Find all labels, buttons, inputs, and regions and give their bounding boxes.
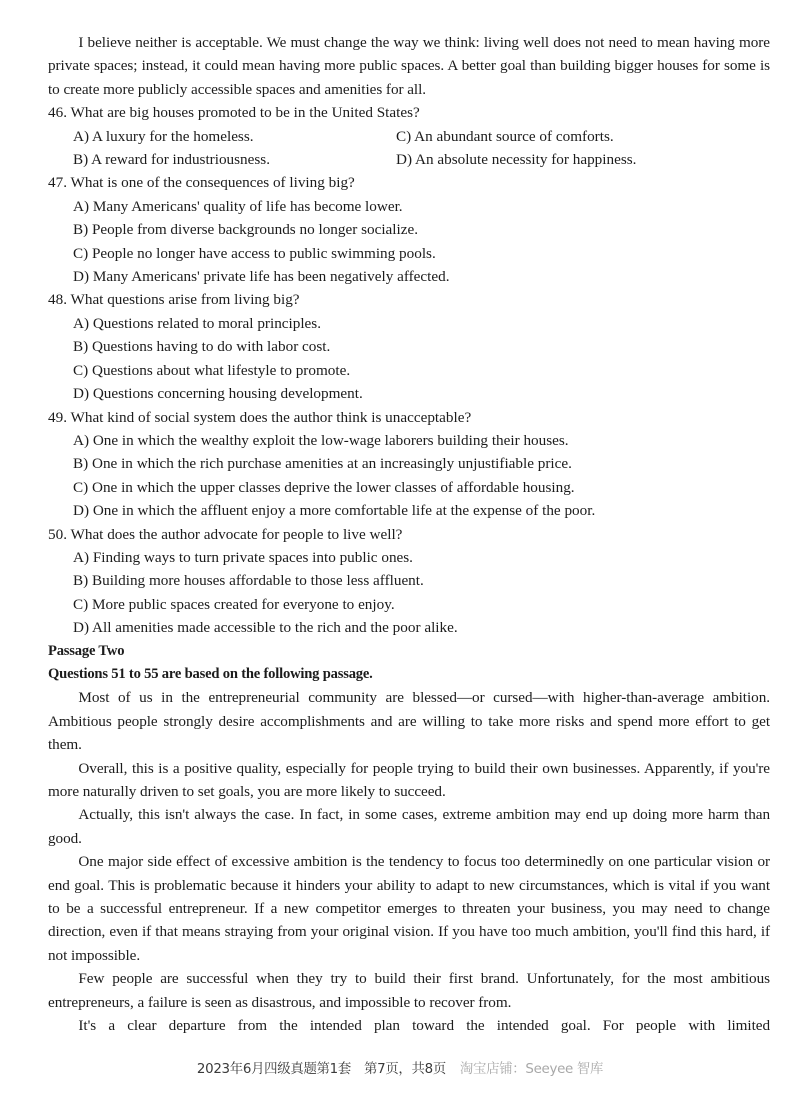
question-stem: 46. What are big houses promoted to be in the United States? bbox=[48, 104, 420, 122]
question-stem: 48. What questions arise from living big? bbox=[48, 291, 300, 309]
option-d: D) All amenities made accessible to the rich and the poor alike. bbox=[73, 619, 458, 637]
option-a: A) Finding ways to turn private spaces into public ones. bbox=[73, 548, 413, 566]
question-46 bbox=[48, 101, 770, 171]
question-48 bbox=[48, 288, 770, 405]
exam-page bbox=[48, 31, 770, 1037]
passage-two-paragraph-4: One major side effect of excessive ambition is the tendency to focus too determinedly on one particular vision or end goal. This is problematic because it hinders your ability to adapt to new circumstances, which is vital if you want to be a successful entrepreneur. If a new competitor emerges to threaten your business, you may need to change direction, even if that means straying from your original vision. If you have too much ambition, you'll find this hard, if not impossible. bbox=[48, 853, 770, 964]
option-a: A) One in which the wealthy exploit the low-wage laborers building their houses. bbox=[73, 431, 569, 449]
question-options bbox=[48, 429, 770, 523]
option-c: C) One in which the upper classes deprive the lower classes of affordable housing. bbox=[73, 478, 575, 496]
option-c: C) An abundant source of comforts. bbox=[396, 127, 614, 145]
option-d: D) Questions concerning housing development. bbox=[73, 385, 363, 403]
option-a: A) A luxury for the homeless. bbox=[73, 127, 254, 145]
question-49 bbox=[48, 406, 770, 523]
question-options bbox=[48, 312, 770, 406]
passage-two-instruction: Questions 51 to 55 are based on the following passage. bbox=[48, 665, 373, 682]
option-b: B) Building more houses affordable to those less affluent. bbox=[73, 572, 424, 590]
option-b: B) Questions having to do with labor cost. bbox=[73, 338, 331, 356]
question-options bbox=[48, 125, 770, 172]
passage-two-paragraph-1: Most of us in the entrepreneurial community are blessed—or cursed—with higher-than-average ambition. Ambitious people strongly desire accomplishments and are willing to take more risks and spend more effort to get them. bbox=[48, 689, 770, 754]
question-stem: 50. What does the author advocate for people to live well? bbox=[48, 525, 403, 543]
question-stem: 47. What is one of the consequences of living big? bbox=[48, 174, 355, 192]
option-a: A) Many Americans' quality of life has become lower. bbox=[73, 197, 403, 215]
question-50 bbox=[48, 523, 770, 640]
footer-shop-watermark: 淘宝店铺：Seeyee 智库 bbox=[459, 1062, 604, 1077]
passage-two-paragraph-6: It's a clear departure from the intended plan toward the intended goal. For people with limited bbox=[78, 1017, 770, 1035]
passage-two-paragraph-2: Overall, this is a positive quality, especially for people trying to build their own businesses. Apparently, if you're more naturally driven to set goals, you are more likely to succeed. bbox=[48, 759, 770, 800]
option-b: B) People from diverse backgrounds no longer socialize. bbox=[73, 221, 418, 239]
footer-document-info: 2023年6月四级真题第1套 第7页，共8页 bbox=[196, 1062, 446, 1077]
option-d: D) One in which the affluent enjoy a more comfortable life at the expense of the poor. bbox=[73, 502, 596, 520]
option-c: C) More public spaces created for everyone to enjoy. bbox=[73, 595, 395, 613]
page-footer bbox=[0, 1058, 800, 1077]
question-options bbox=[48, 195, 770, 289]
question-47 bbox=[48, 171, 770, 288]
option-b: B) A reward for industriousness. bbox=[73, 151, 271, 169]
passage-two-paragraph-3: Actually, this isn't always the case. In fact, in some cases, extreme ambition may end up doing more harm than good. bbox=[48, 806, 770, 847]
question-options bbox=[48, 546, 770, 640]
option-d: D) Many Americans' private life has been negatively affected. bbox=[73, 268, 450, 286]
passage-two-paragraph-5: Few people are successful when they try to build their first brand. Unfortunately, for the most ambitious entrepreneurs, a failure is seen as disastrous, and impossible to recover from. bbox=[48, 970, 770, 1011]
option-d: D) An absolute necessity for happiness. bbox=[396, 151, 637, 169]
option-a: A) Questions related to moral principles. bbox=[73, 314, 322, 332]
passage-two-title: Passage Two bbox=[48, 642, 125, 659]
option-c: C) Questions about what lifestyle to promote. bbox=[73, 361, 351, 379]
question-stem: 49. What kind of social system does the author think is unacceptable? bbox=[48, 408, 472, 426]
passage-one-closing-paragraph: I believe neither is acceptable. We must change the way we think: living well does not need to mean having more private spaces; instead, it could mean having more public spaces. A better goal than building bigger houses for some is to create more publicly accessible spaces and amenities for all. bbox=[48, 34, 770, 98]
option-b: B) One in which the rich purchase amenities at an increasingly unjustifiable price. bbox=[73, 455, 572, 473]
option-c: C) People no longer have access to public swimming pools. bbox=[73, 244, 436, 262]
